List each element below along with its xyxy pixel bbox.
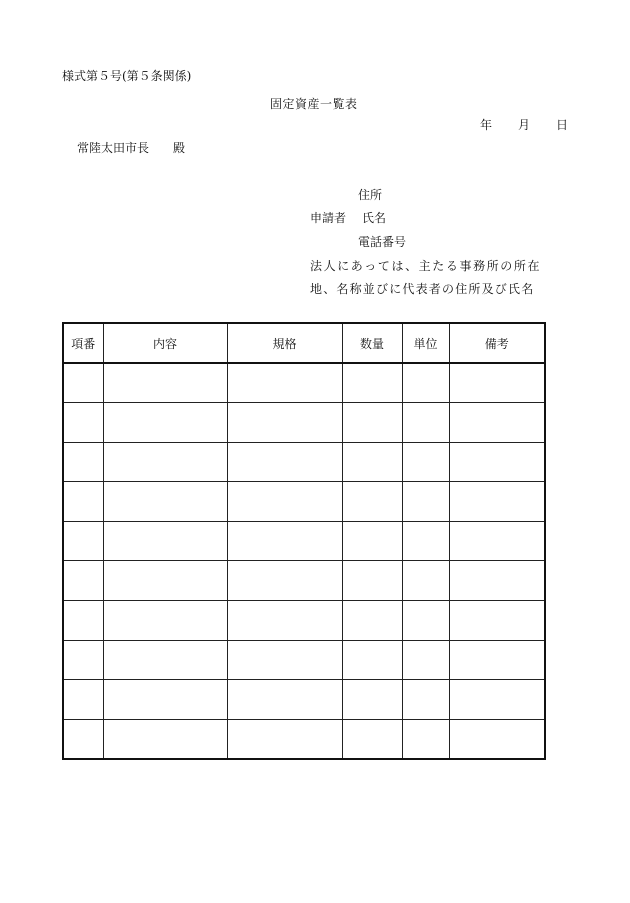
- cell-unit[interactable]: [402, 363, 449, 403]
- table-body: [63, 363, 545, 759]
- name-label: 氏名: [362, 211, 387, 225]
- cell-remarks[interactable]: [449, 442, 545, 482]
- cell-remarks[interactable]: [449, 521, 545, 561]
- cell-item-number[interactable]: [63, 640, 103, 680]
- header-content: 内容: [103, 323, 227, 363]
- cell-specification[interactable]: [227, 521, 342, 561]
- address-label: 住所: [358, 188, 383, 202]
- cell-unit[interactable]: [402, 601, 449, 641]
- applicant-label: 申請者: [310, 211, 347, 225]
- table-row: [63, 521, 545, 561]
- cell-item-number[interactable]: [63, 561, 103, 601]
- addressee: [77, 139, 185, 156]
- table-row: [63, 561, 545, 601]
- cell-specification[interactable]: [227, 482, 342, 522]
- header-remarks: 備考: [449, 323, 545, 363]
- cell-quantity[interactable]: [342, 680, 402, 720]
- date-day-label: 日: [556, 118, 569, 132]
- phone-label: 電話番号: [358, 235, 407, 249]
- cell-content[interactable]: [103, 482, 227, 522]
- cell-remarks[interactable]: [449, 363, 545, 403]
- cell-remarks[interactable]: [449, 640, 545, 680]
- cell-unit[interactable]: [402, 561, 449, 601]
- cell-quantity[interactable]: [342, 719, 402, 759]
- cell-unit[interactable]: [402, 403, 449, 443]
- cell-content[interactable]: [103, 601, 227, 641]
- header-item-number: 項番: [63, 323, 103, 363]
- date-month-label: 月: [518, 118, 531, 132]
- cell-specification[interactable]: [227, 640, 342, 680]
- cell-content[interactable]: [103, 521, 227, 561]
- cell-content[interactable]: [103, 680, 227, 720]
- date-year-label: 年: [480, 118, 493, 132]
- cell-item-number[interactable]: [63, 601, 103, 641]
- cell-specification[interactable]: [227, 403, 342, 443]
- cell-item-number[interactable]: [63, 403, 103, 443]
- cell-remarks[interactable]: [449, 601, 545, 641]
- cell-item-number[interactable]: [63, 719, 103, 759]
- header-specification: 規格: [227, 323, 342, 363]
- cell-remarks[interactable]: [449, 561, 545, 601]
- cell-unit[interactable]: [402, 719, 449, 759]
- table-row: [63, 719, 545, 759]
- cell-unit[interactable]: [402, 521, 449, 561]
- cell-specification[interactable]: [227, 719, 342, 759]
- cell-remarks[interactable]: [449, 680, 545, 720]
- asset-table: [62, 322, 546, 760]
- cell-content[interactable]: [103, 442, 227, 482]
- cell-remarks[interactable]: [449, 482, 545, 522]
- table-row: [63, 442, 545, 482]
- cell-remarks[interactable]: [449, 403, 545, 443]
- cell-item-number[interactable]: [63, 363, 103, 403]
- cell-specification[interactable]: [227, 561, 342, 601]
- cell-specification[interactable]: [227, 442, 342, 482]
- addressee-honorific: 殿: [173, 141, 186, 155]
- table-row: [63, 482, 545, 522]
- cell-item-number[interactable]: [63, 521, 103, 561]
- table-row: [63, 680, 545, 720]
- cell-content[interactable]: [103, 640, 227, 680]
- cell-specification[interactable]: [227, 680, 342, 720]
- header-unit: 単位: [402, 323, 449, 363]
- cell-quantity[interactable]: [342, 442, 402, 482]
- corporate-note-line1: 法人にあっては、主たる事務所の所在: [310, 259, 542, 273]
- cell-quantity[interactable]: [342, 403, 402, 443]
- cell-remarks[interactable]: [449, 719, 545, 759]
- cell-unit[interactable]: [402, 482, 449, 522]
- table-header-row: [63, 323, 545, 363]
- cell-content[interactable]: [103, 363, 227, 403]
- cell-specification[interactable]: [227, 363, 342, 403]
- cell-content[interactable]: [103, 403, 227, 443]
- date-row: [480, 116, 568, 133]
- cell-item-number[interactable]: [63, 680, 103, 720]
- cell-quantity[interactable]: [342, 561, 402, 601]
- cell-specification[interactable]: [227, 601, 342, 641]
- table-row: [63, 403, 545, 443]
- form-number: 様式第５号(第５条関係): [62, 69, 192, 83]
- cell-quantity[interactable]: [342, 521, 402, 561]
- cell-quantity[interactable]: [342, 482, 402, 522]
- cell-unit[interactable]: [402, 680, 449, 720]
- header-quantity: 数量: [342, 323, 402, 363]
- cell-quantity[interactable]: [342, 640, 402, 680]
- cell-content[interactable]: [103, 561, 227, 601]
- cell-quantity[interactable]: [342, 601, 402, 641]
- cell-unit[interactable]: [402, 640, 449, 680]
- applicant-row: [310, 209, 386, 226]
- table-row: [63, 601, 545, 641]
- cell-unit[interactable]: [402, 442, 449, 482]
- cell-quantity[interactable]: [342, 363, 402, 403]
- addressee-name: 常陸太田市長: [77, 141, 150, 155]
- cell-item-number[interactable]: [63, 482, 103, 522]
- document-title: 固定資産一覧表: [270, 97, 358, 111]
- table-row: [63, 363, 545, 403]
- corporate-note-line2: 地、名称並びに代表者の住所及び氏名: [310, 282, 535, 296]
- table-row: [63, 640, 545, 680]
- cell-content[interactable]: [103, 719, 227, 759]
- cell-item-number[interactable]: [63, 442, 103, 482]
